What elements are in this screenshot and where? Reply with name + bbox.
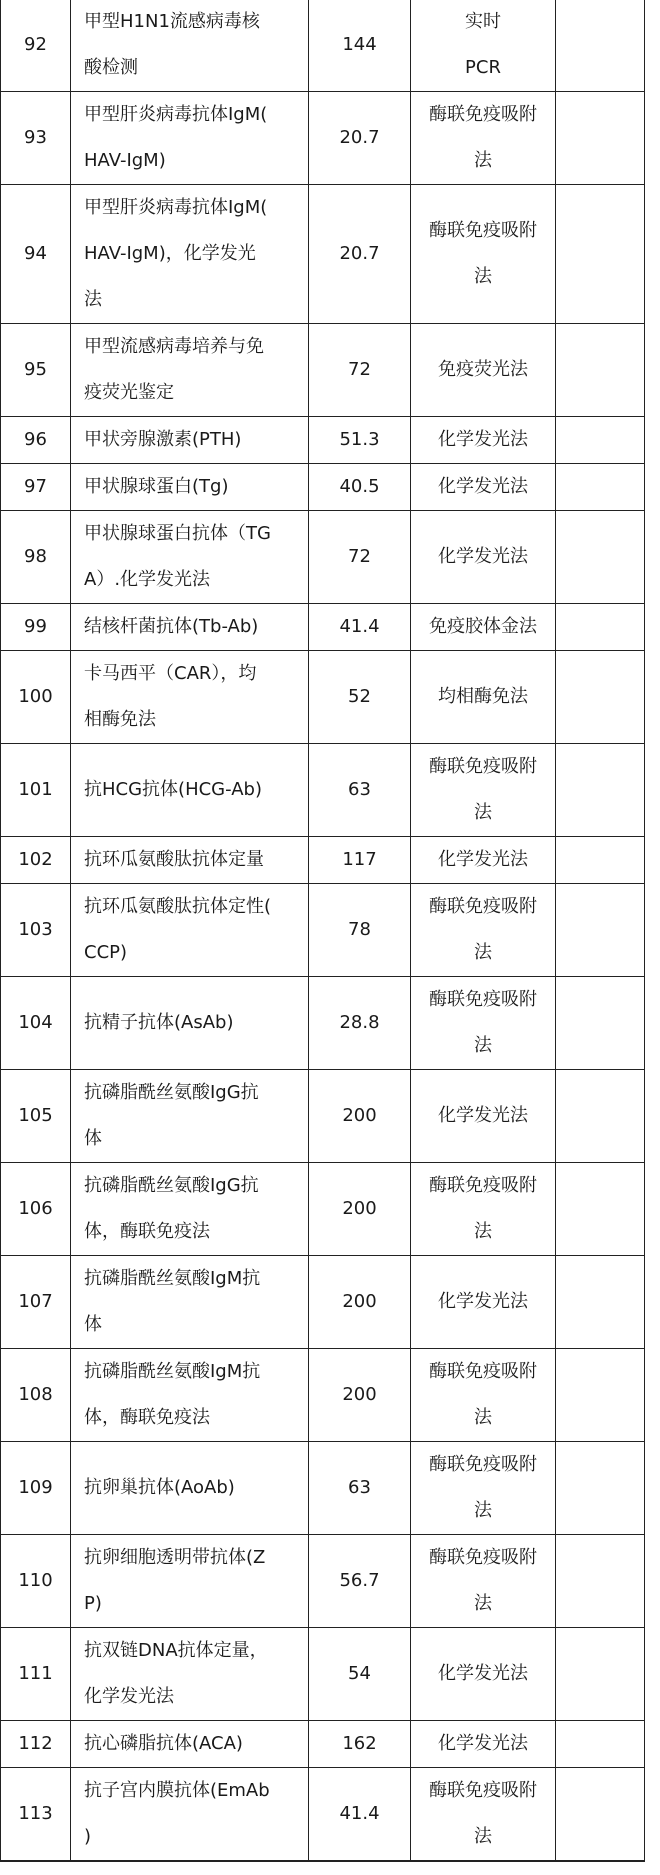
method-name — [411, 511, 556, 604]
test-name — [71, 185, 309, 324]
test-name-line: 抗精子抗体(AsAb) — [84, 1012, 234, 1033]
method-name — [411, 1628, 556, 1721]
row-number: 101 — [1, 744, 71, 837]
table-row — [1, 1349, 645, 1442]
table-row — [1, 1768, 645, 1861]
table-row — [1, 417, 645, 464]
method-name-line: 化学发光法 — [438, 849, 528, 870]
price-value: 41.4 — [309, 604, 411, 651]
price-value: 63 — [309, 1442, 411, 1535]
method-name-line: 法 — [474, 1407, 492, 1428]
empty-cell — [556, 511, 645, 604]
method-name — [411, 0, 556, 92]
test-name-line: 甲状腺球蛋白抗体（TG — [84, 523, 271, 544]
test-name — [71, 1163, 309, 1256]
table-row — [1, 1721, 645, 1768]
row-number: 94 — [1, 185, 71, 324]
method-name-line: 酶联免疫吸附 — [429, 896, 537, 917]
empty-cell — [556, 1070, 645, 1163]
method-name-line: 法 — [474, 802, 492, 823]
test-name — [71, 0, 309, 92]
test-name-line: 抗卵巢抗体(AoAb) — [84, 1477, 235, 1498]
price-value: 117 — [309, 837, 411, 884]
method-name — [411, 1442, 556, 1535]
test-name-line: 甲状腺球蛋白(Tg) — [84, 476, 229, 497]
method-name-line: 酶联免疫吸附 — [429, 1361, 537, 1382]
method-name-line: 酶联免疫吸附 — [429, 220, 537, 241]
method-name-line: 酶联免疫吸附 — [429, 756, 537, 777]
price-value: 78 — [309, 884, 411, 977]
price-value — [309, 1861, 411, 1862]
test-name — [71, 1070, 309, 1163]
method-name-line: 酶联免疫吸附 — [429, 1175, 537, 1196]
method-name-line: 化学发光法 — [438, 1733, 528, 1754]
table-body — [1, 0, 645, 1862]
test-name-line: A）.化学发光法 — [84, 569, 211, 590]
method-name-line: 酶联免疫吸附 — [429, 1780, 537, 1801]
price-value: 162 — [309, 1721, 411, 1768]
test-name — [71, 92, 309, 185]
method-name-line: 法 — [474, 1221, 492, 1242]
row-number: 104 — [1, 977, 71, 1070]
empty-cell — [556, 1721, 645, 1768]
empty-cell — [556, 185, 645, 324]
test-name — [71, 1721, 309, 1768]
table-row — [1, 1628, 645, 1721]
method-name-line: 酶联免疫吸附 — [429, 104, 537, 125]
test-name-line: ) — [84, 1826, 92, 1847]
table-row — [1, 1861, 645, 1862]
row-number: 110 — [1, 1535, 71, 1628]
method-name-line: 法 — [474, 942, 492, 963]
method-name-line: 化学发光法 — [438, 546, 528, 567]
empty-cell — [556, 92, 645, 185]
row-number: 93 — [1, 92, 71, 185]
row-number: 106 — [1, 1163, 71, 1256]
method-name-line: 化学发光法 — [438, 476, 528, 497]
table-row — [1, 1442, 645, 1535]
table-row — [1, 651, 645, 744]
method-name — [411, 977, 556, 1070]
empty-cell — [556, 324, 645, 417]
row-number: 95 — [1, 324, 71, 417]
price-value: 20.7 — [309, 185, 411, 324]
row-number: 96 — [1, 417, 71, 464]
method-name-line: 法 — [474, 1500, 492, 1521]
method-name-line: 免疫荧光法 — [438, 359, 528, 380]
method-name — [411, 1768, 556, 1861]
row-number: 102 — [1, 837, 71, 884]
method-name — [411, 92, 556, 185]
method-name-line: 法 — [474, 1593, 492, 1614]
row-number: 111 — [1, 1628, 71, 1721]
test-name — [71, 744, 309, 837]
price-value: 144 — [309, 0, 411, 92]
method-name — [411, 1349, 556, 1442]
method-name — [411, 1163, 556, 1256]
test-name — [71, 884, 309, 977]
method-name — [411, 744, 556, 837]
empty-cell — [556, 1861, 645, 1862]
empty-cell — [556, 464, 645, 511]
test-name — [71, 604, 309, 651]
test-name-line: 相酶免法 — [84, 709, 156, 730]
empty-cell — [556, 837, 645, 884]
test-name-line: 抗子宫内膜抗体(EmAb — [84, 1780, 270, 1801]
test-name — [71, 651, 309, 744]
test-name-line: 甲型流感病毒培养与免 — [84, 336, 264, 357]
test-name-line: 甲型H1N1流感病毒核 — [84, 11, 260, 32]
row-number: 99 — [1, 604, 71, 651]
method-name-line: 化学发光法 — [438, 429, 528, 450]
method-name — [411, 651, 556, 744]
test-name-line: 抗双链DNA抗体定量， — [84, 1640, 268, 1661]
empty-cell — [556, 1768, 645, 1861]
test-name — [71, 837, 309, 884]
table-row — [1, 0, 645, 92]
method-name — [411, 1861, 556, 1862]
empty-cell — [556, 1535, 645, 1628]
empty-cell — [556, 1163, 645, 1256]
test-name — [71, 977, 309, 1070]
empty-cell — [556, 0, 645, 92]
table-row — [1, 1163, 645, 1256]
price-value: 54 — [309, 1628, 411, 1721]
price-value: 200 — [309, 1070, 411, 1163]
test-name-line: 甲状旁腺激素(PTH) — [84, 429, 242, 450]
empty-cell — [556, 651, 645, 744]
row-number: 105 — [1, 1070, 71, 1163]
test-name — [71, 464, 309, 511]
table-row — [1, 1535, 645, 1628]
test-name — [71, 1535, 309, 1628]
empty-cell — [556, 417, 645, 464]
row-number: 103 — [1, 884, 71, 977]
test-name — [71, 1768, 309, 1861]
method-name-line: 化学发光法 — [438, 1663, 528, 1684]
method-name-line: 法 — [474, 1035, 492, 1056]
test-name-line: 抗卵细胞透明带抗体(Z — [84, 1547, 266, 1568]
test-name-line: 法 — [84, 289, 102, 310]
row-number: 98 — [1, 511, 71, 604]
method-name — [411, 884, 556, 977]
price-value: 72 — [309, 324, 411, 417]
price-value: 200 — [309, 1163, 411, 1256]
test-name-line: 甲型肝炎病毒抗体IgM( — [84, 197, 268, 218]
table-row — [1, 324, 645, 417]
row-number: 108 — [1, 1349, 71, 1442]
table-row — [1, 511, 645, 604]
test-name — [71, 1628, 309, 1721]
method-name — [411, 1721, 556, 1768]
test-name — [71, 1256, 309, 1349]
empty-cell — [556, 604, 645, 651]
test-name-line: 抗磷脂酰丝氨酸IgG抗 — [84, 1082, 259, 1103]
row-number: 100 — [1, 651, 71, 744]
method-name-line: 法 — [474, 1826, 492, 1847]
test-name-line: 甲型肝炎病毒抗体IgM( — [84, 104, 268, 125]
empty-cell — [556, 1256, 645, 1349]
test-name-line: 体 — [84, 1128, 102, 1149]
method-name — [411, 1535, 556, 1628]
row-number: 109 — [1, 1442, 71, 1535]
method-name-line: 酶联免疫吸附 — [429, 989, 537, 1010]
test-name-line: 体，酶联免疫法 — [84, 1407, 210, 1428]
row-number: 92 — [1, 0, 71, 92]
test-name — [71, 511, 309, 604]
price-value: 52 — [309, 651, 411, 744]
method-name — [411, 185, 556, 324]
row-number: 97 — [1, 464, 71, 511]
table-row — [1, 185, 645, 324]
table-row — [1, 1070, 645, 1163]
method-name-line: 均相酶免法 — [438, 686, 528, 707]
empty-cell — [556, 1349, 645, 1442]
method-name — [411, 324, 556, 417]
test-name-line: 抗磷脂酰丝氨酸IgM抗 — [84, 1268, 261, 1289]
table-row — [1, 1256, 645, 1349]
empty-cell — [556, 977, 645, 1070]
method-name — [411, 1070, 556, 1163]
price-value: 51.3 — [309, 417, 411, 464]
method-name-line: 实时 — [465, 11, 501, 32]
test-name-line: 抗磷脂酰丝氨酸IgM抗 — [84, 1361, 261, 1382]
price-value: 56.7 — [309, 1535, 411, 1628]
test-name — [71, 1861, 309, 1862]
test-name-line: 结核杆菌抗体(Tb-Ab) — [84, 616, 259, 637]
test-name-line: 疫荧光鉴定 — [84, 382, 174, 403]
test-name-line: 抗磷脂酰丝氨酸IgG抗 — [84, 1175, 259, 1196]
method-name-line: 酶联免疫吸附 — [429, 1547, 537, 1568]
test-name-line: 卡马西平（CAR），均 — [84, 663, 257, 684]
method-name-line: 法 — [474, 266, 492, 287]
table-row — [1, 92, 645, 185]
price-value: 41.4 — [309, 1768, 411, 1861]
table-row — [1, 977, 645, 1070]
price-value: 72 — [309, 511, 411, 604]
method-name — [411, 464, 556, 511]
test-name-line: 酸检测 — [84, 57, 138, 78]
price-value: 40.5 — [309, 464, 411, 511]
test-name — [71, 1349, 309, 1442]
table-row — [1, 837, 645, 884]
method-name — [411, 837, 556, 884]
method-name-line: 化学发光法 — [438, 1105, 528, 1126]
test-name-line: HAV-IgM)，化学发光 — [84, 243, 256, 264]
test-name-line: 抗HCG抗体(HCG-Ab) — [84, 779, 262, 800]
empty-cell — [556, 744, 645, 837]
table-row — [1, 464, 645, 511]
test-name — [71, 417, 309, 464]
method-name — [411, 604, 556, 651]
method-name-line: PCR — [465, 57, 501, 78]
test-name-line: HAV-IgM) — [84, 150, 166, 171]
table-row — [1, 884, 645, 977]
test-name-line: P) — [84, 1593, 102, 1614]
price-value: 63 — [309, 744, 411, 837]
test-name-line: 抗环瓜氨酸肽抗体定性( — [84, 896, 272, 917]
table-row — [1, 604, 645, 651]
empty-cell — [556, 884, 645, 977]
price-value: 200 — [309, 1349, 411, 1442]
row-number: 112 — [1, 1721, 71, 1768]
method-name-line: 法 — [474, 150, 492, 171]
method-name-line: 酶联免疫吸附 — [429, 1454, 537, 1475]
table-row — [1, 744, 645, 837]
method-name-line: 免疫胶体金法 — [429, 616, 537, 637]
test-name-line: 抗心磷脂抗体(ACA) — [84, 1733, 243, 1754]
empty-cell — [556, 1628, 645, 1721]
price-value: 200 — [309, 1256, 411, 1349]
price-value: 28.8 — [309, 977, 411, 1070]
test-name-line: CCP) — [84, 942, 128, 963]
price-value: 20.7 — [309, 92, 411, 185]
test-name — [71, 1442, 309, 1535]
test-name-line: 抗环瓜氨酸肽抗体定量 — [84, 849, 264, 870]
row-number: 113 — [1, 1768, 71, 1861]
row-number: 107 — [1, 1256, 71, 1349]
method-name — [411, 1256, 556, 1349]
method-name — [411, 417, 556, 464]
test-name-line: 化学发光法 — [84, 1686, 174, 1707]
test-name — [71, 324, 309, 417]
row-number — [1, 1861, 71, 1862]
test-name-line: 体 — [84, 1314, 102, 1335]
empty-cell — [556, 1442, 645, 1535]
test-name-line: 体，酶联免疫法 — [84, 1221, 210, 1242]
method-name-line: 化学发光法 — [438, 1291, 528, 1312]
